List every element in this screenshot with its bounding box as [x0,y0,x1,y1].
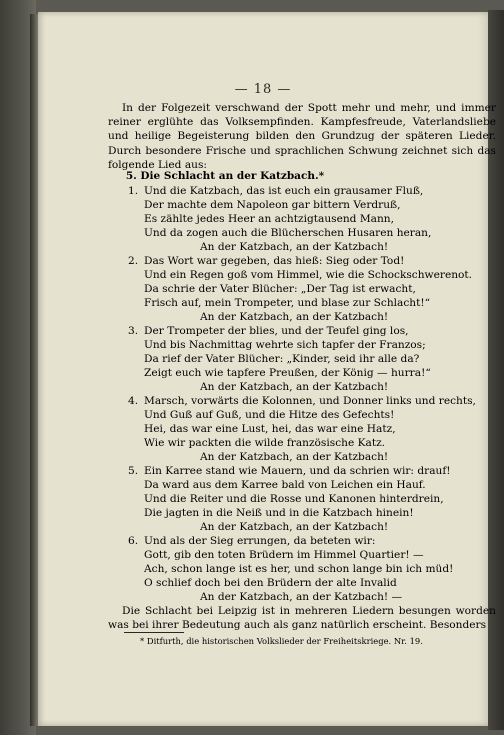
intro-text: In der Folgezeit verschwand der Spott mehr und mehr, und immer reiner erglühte das Volksempfinden. Kampfesfreude, Vaterlandsliebe und heilige Begeisterung bilden den Grundzug der späteren Lieder. Durch besondere Frische und sprachlichen Schwung zeichnet sich das folgende Lied aus: [108,102,496,171]
closing-text: Die Schlacht bei Leipzig ist in mehreren Liedern besungen worden was bei ihrer Bedeutung auch als ganz natürlich erscheint. Besonders [108,605,496,632]
verse-line: Zeigt euch wie tapfere Preußen, der König — hurra!“ [144,367,431,380]
refrain-line: An der Katzbach, an der Katzbach! — [200,591,403,604]
verse-line: Gott, gib den toten Brüdern im Himmel Quartier! — [144,549,424,562]
page-number: — 18 — [234,82,292,97]
footnote: * Ditfurth, die historischen Volkslieder der Freiheitskriege. Nr. 19. [140,636,423,646]
closing-paragraph [108,604,496,632]
stanza-number: 1. [128,185,139,197]
footnote-rule [124,632,184,633]
verse-line: Ach, schon lange ist es her, und schon lange bin ich müd! [144,563,454,576]
verse-line: Der machte dem Napoleon gar bittern Verdruß, [144,199,401,212]
verse-line: Das Wort war gegeben, das hieß: Sieg oder Tod! [144,255,405,267]
page-gutter-shadow [30,14,38,726]
stanza-number: 6. [128,535,139,547]
verse-line: Und die Reiter und die Rosse und Kanonen hinterdrein, [144,493,444,506]
stanza-number: 3. [128,325,139,337]
stanza-3 [128,324,488,394]
refrain-line: An der Katzbach, an der Katzbach! [200,381,389,394]
verse-line: Und die Katzbach, das ist euch ein grausamer Fluß, [144,185,424,197]
song-heading: 5. Die Schlacht an der Katzbach.* [125,170,325,182]
stanza-4 [128,394,488,464]
verse-line: Die jagten in die Neiß und in die Katzbach hinein! [144,507,414,520]
stanza-5 [128,464,488,534]
intro-paragraph [108,101,496,172]
verse-line: Der Trompeter der blies, und der Teufel ging los, [144,325,409,337]
refrain-line: An der Katzbach, an der Katzbach! [200,451,389,464]
refrain-line: An der Katzbach, an der Katzbach! [200,521,389,534]
verse-line: Und bis Nachmittag wehrte sich tapfer der Franzos; [144,339,426,352]
verse-line: Ein Karree stand wie Mauern, und da schrien wir: drauf! [144,465,451,477]
verse-line: Da ward aus dem Karree bald von Leichen ein Hauf. [144,479,426,492]
stanza-number: 5. [128,465,139,477]
stanza-number: 4. [128,395,139,407]
verse-line: Marsch, vorwärts die Kolonnen, und Donner links und rechts, [144,395,476,407]
verse-line: Und Guß auf Guß, und die Hitze des Gefechts! [144,409,395,422]
verse-line: Und ein Regen goß vom Himmel, wie die Schockschwerenot. [144,269,473,282]
verse-line: Da rief der Vater Blücher: „Kinder, seid ihr alle da? [144,353,420,366]
verse-line: Und als der Sieg errungen, da beteten wir: [144,535,376,547]
stanza-2 [128,254,488,324]
verse-line: O schlief doch bei den Brüdern der alte Invalid [144,577,397,590]
refrain-line: An der Katzbach, an der Katzbach! [200,241,389,254]
stanza-number: 2. [128,255,139,267]
verse-line: Da schrie der Vater Blücher: „Der Tag ist erwacht, [144,283,416,296]
verse-line: Und da zogen auch die Blücherschen Husaren heran, [144,227,432,240]
verse-line: Frisch auf, mein Trompeter, und blase zur Schlacht!“ [144,297,431,310]
refrain-line: An der Katzbach, an der Katzbach! [200,311,389,324]
verse-line: Hei, das war eine Lust, hei, das war eine Hatz, [144,423,396,436]
verse-line: Es zählte jedes Heer an achtzigtausend Mann, [144,213,394,226]
verse-line: Wie wir packten die wilde französische Katz. [144,437,386,450]
stanza-1 [128,184,488,254]
stanza-6 [128,534,488,604]
